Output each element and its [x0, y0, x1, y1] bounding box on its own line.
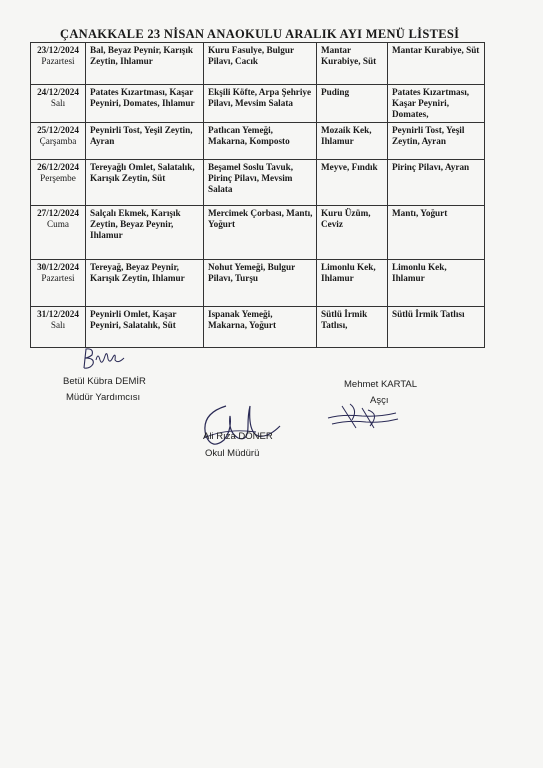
date-cell	[31, 260, 86, 307]
breakfast-cell: Peynirli Tost, Yeşil Zeytin, Ayran	[86, 123, 204, 160]
snack-cell: Kuru Üzüm, Ceviz	[317, 206, 388, 260]
date-cell	[31, 85, 86, 123]
date-text: 31/12/2024	[37, 309, 79, 319]
dinner-cell: Sütlü İrmik Tatlısı	[388, 307, 485, 348]
snack-cell: Mantar Kurabiye, Süt	[317, 43, 388, 85]
lunch-cell: Ispanak Yemeği, Makarna, Yoğurt	[204, 307, 317, 348]
snack-cell: Sütlü İrmik Tatlısı,	[317, 307, 388, 348]
dinner-cell: Limonlu Kek, Ihlamur	[388, 260, 485, 307]
menu-row	[31, 260, 485, 307]
menu-table	[30, 42, 485, 348]
date-text: 26/12/2024	[37, 162, 79, 172]
deputy-role: Müdür Yardımcısı	[66, 392, 141, 403]
dinner-cell: Peynirli Tost, Yeşil Zeytin, Ayran	[388, 123, 485, 160]
menu-table-body	[31, 43, 485, 348]
breakfast-cell: Salçalı Ekmek, Karışık Zeytin, Beyaz Peynir, Ihlamur	[86, 206, 204, 260]
date-text: 25/12/2024	[37, 125, 79, 135]
date-cell	[31, 206, 86, 260]
day-text: Pazartesi	[41, 56, 75, 67]
breakfast-cell: Peynirli Omlet, Kaşar Peyniri, Salatalık, Süt	[86, 307, 204, 348]
snack-cell: Mozaik Kek, Ihlamur	[317, 123, 388, 160]
dinner-cell: Mantar Kurabiye, Süt	[388, 43, 485, 85]
date-cell	[31, 307, 86, 348]
day-text: Perşembe	[40, 173, 76, 184]
snack-cell: Puding	[317, 85, 388, 123]
lunch-cell: Patlıcan Yemeği, Makarna, Komposto	[204, 123, 317, 160]
menu-row	[31, 123, 485, 160]
menu-row	[31, 160, 485, 206]
dinner-cell: Patates Kızartması, Kaşar Peyniri, Domates,	[388, 85, 485, 123]
menu-row	[31, 206, 485, 260]
day-text: Salı	[50, 98, 66, 109]
date-cell	[31, 43, 86, 85]
dinner-cell: Pirinç Pilavı, Ayran	[388, 160, 485, 206]
lunch-cell: Beşamel Soslu Tavuk, Pirinç Pilavı, Mevsim Salata	[204, 160, 317, 206]
date-text: 30/12/2024	[37, 262, 79, 272]
menu-row	[31, 43, 485, 85]
principal-name: Ali Rıza DÖNER	[203, 431, 273, 442]
dinner-cell: Mantı, Yoğurt	[388, 206, 485, 260]
signature-cook	[322, 398, 402, 434]
lunch-cell: Nohut Yemeği, Bulgur Pilavı, Turşu	[204, 260, 317, 307]
menu-row	[31, 307, 485, 348]
date-cell	[31, 160, 86, 206]
snack-cell: Limonlu Kek, Ihlamur	[317, 260, 388, 307]
principal-role: Okul Müdürü	[205, 448, 260, 459]
lunch-cell: Ekşili Köfte, Arpa Şehriye Pilavı, Mevsim Salata	[204, 85, 317, 123]
date-text: 24/12/2024	[37, 87, 79, 97]
menu-row	[31, 85, 485, 123]
document-title: ÇANAKKALE 23 NİSAN ANAOKULU ARALIK AYI MENÜ LİSTESİ	[60, 27, 460, 41]
lunch-cell: Mercimek Çorbası, Mantı, Yoğurt	[204, 206, 317, 260]
date-cell	[31, 123, 86, 160]
breakfast-cell: Patates Kızartması, Kaşar Peyniri, Domates, Ihlamur	[86, 85, 204, 123]
signature-deputy	[80, 346, 130, 372]
day-text: Salı	[50, 320, 66, 331]
day-text: Cuma	[47, 219, 69, 230]
day-text: Pazartesi	[41, 273, 75, 284]
date-text: 27/12/2024	[37, 208, 79, 218]
date-text: 23/12/2024	[37, 45, 79, 55]
snack-cell: Meyve, Fındık	[317, 160, 388, 206]
cook-name: Mehmet KARTAL	[344, 379, 418, 390]
lunch-cell: Kuru Fasulye, Bulgur Pilavı, Cacık	[204, 43, 317, 85]
deputy-name: Betül Kübra DEMİR	[63, 376, 146, 387]
signature-principal	[196, 392, 286, 452]
day-text: Çarşamba	[39, 136, 77, 147]
breakfast-cell: Tereyağ, Beyaz Peynir, Karışık Zeytin, Ihlamur	[86, 260, 204, 307]
breakfast-cell: Tereyağlı Omlet, Salatalık, Karışık Zeytin, Süt	[86, 160, 204, 206]
cook-role: Aşçı	[370, 395, 389, 406]
breakfast-cell: Bal, Beyaz Peynir, Karışık Zeytin, Ihlamur	[86, 43, 204, 85]
